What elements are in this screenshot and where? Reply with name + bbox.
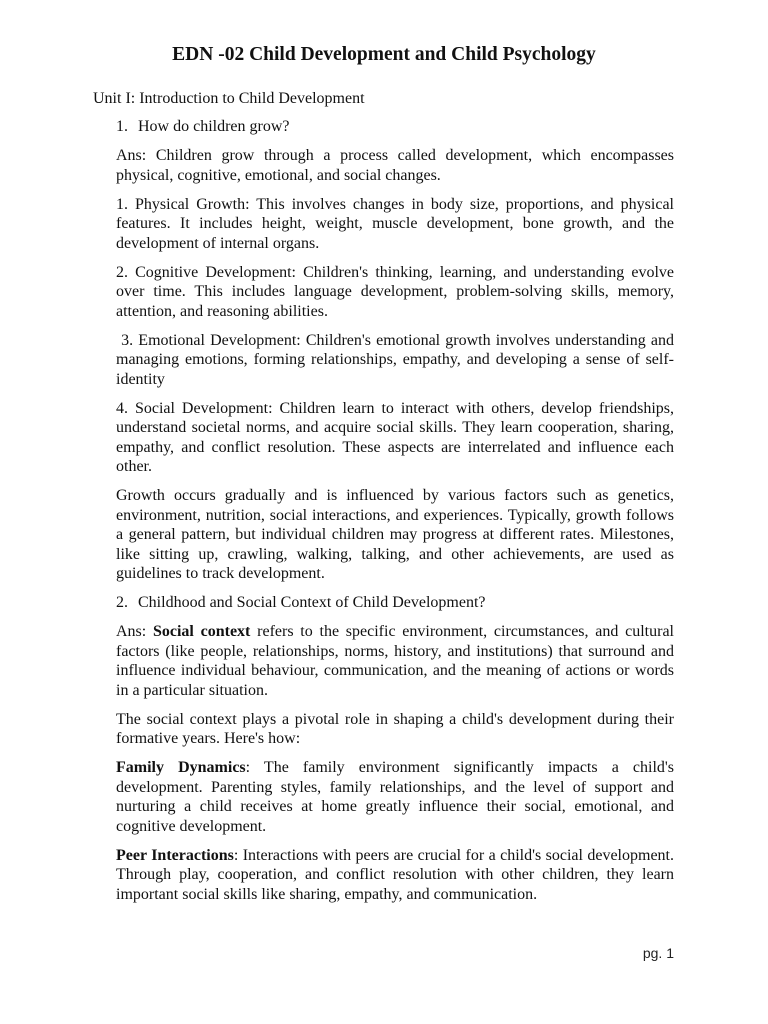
growth-paragraph: Growth occurs gradually and is influenced by various factors such as genetics, environment, nutrition, social interactions, and experiences. Typically, growth follows a general pattern, but individual children may progress at different rates. Milestones, like sitting up, crawling, walking, talking, and other achievements, are used as guidelines to track development. xyxy=(116,487,674,582)
physical-growth-paragraph: 1. Physical Growth: This involves changes in body size, proportions, and physical features. It includes height, weight, muscle development, bone growth, and the development of internal organs. xyxy=(116,195,674,252)
document-title: EDN -02 Child Development and Child Psychology xyxy=(172,44,596,65)
family-dynamics-text: : The family environment significantly impacts a child's development. Parenting styles, family relationships, and the level of support and nurturing a child receives at home greatly influence their social, emotional, and cognitive development. xyxy=(116,759,674,835)
unit-heading: Unit I: Introduction to Child Development xyxy=(93,90,365,107)
page-number: pg. 1 xyxy=(642,945,674,961)
family-dynamics-paragraph xyxy=(116,758,674,836)
cognitive-development-paragraph: 2. Cognitive Development: Children's thinking, learning, and understanding evolve over time. This includes language development, problem-solving skills, memory, attention, and reasoning abilities. xyxy=(116,263,674,320)
question-2-number: 2. xyxy=(116,594,128,611)
family-dynamics-term: Family Dynamics xyxy=(116,759,246,776)
document-body xyxy=(116,117,679,914)
answer-2-text: refers to the specific environment, circumstances, and cultural factors (like people, relationships, norms, history, and institutions) that surround and influence individual behaviour, communication, and the meaning of actions or words in a particular situation. xyxy=(116,623,674,699)
question-1-number: 1. xyxy=(116,118,128,135)
answer-2-prefix: Ans: xyxy=(116,623,153,640)
question-2-text: Childhood and Social Context of Child Development? xyxy=(138,594,486,611)
peer-interactions-term: Peer Interactions xyxy=(116,846,234,864)
social-development-paragraph: 4. Social Development: Children learn to interact with others, develop friendships, understand societal norms, and acquire social skills. They learn cooperation, sharing, empathy, and conflict resolution. These aspects are interrelated and influence each other. xyxy=(116,399,674,475)
question-2 xyxy=(116,593,674,613)
emotional-development-paragraph: 3. Emotional Development: Children's emotional growth involves understanding and managing emotions, forming relationships, empathy, and developing a sense of self-identity xyxy=(116,331,679,388)
social-context-term: Social context xyxy=(152,623,251,640)
question-1 xyxy=(116,117,674,137)
peer-interactions-paragraph xyxy=(116,846,674,905)
answer-1-paragraph: Ans: Children grow through a process called development, which encompasses physical, cognitive, emotional, and social changes. xyxy=(116,147,674,184)
peer-interactions-text: : Interactions with peers are crucial for a child's social development. Through play, cooperation, and conflict resolution with other children, they learn important social skills like sharing, empathy, and communication. xyxy=(116,846,674,903)
pivotal-role-paragraph: The social context plays a pivotal role in shaping a child's development during their formative years. Here's how: xyxy=(116,710,674,747)
question-1-text: How do children grow? xyxy=(138,118,290,135)
answer-2-paragraph xyxy=(116,622,674,700)
